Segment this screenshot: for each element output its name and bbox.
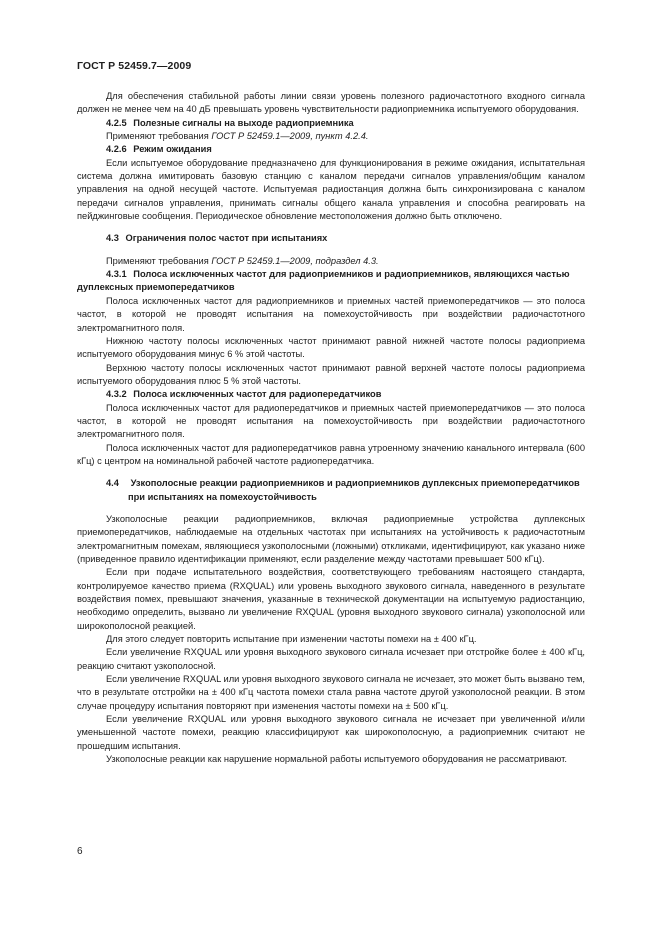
paragraph: Узкополосные реакции радиоприемников, включая радиоприемные устройства дуплексных приемопередатчиков, наблюдаемые на отдельных частотах при испытаниях на устойчивость к радиочастотным электромагнитным помехам, являющиеся узкополосными (ложными) откликами, идентифицируют, как указано ниже (приведенное правило идентификации применяют, если разделение между частотами превышает 500 кГц). (77, 513, 585, 564)
document-header: ГОСТ Р 52459.7—2009 (77, 60, 192, 72)
section-number: 4.2.6 (106, 144, 127, 155)
paragraph: Для этого следует повторить испытание при изменении частоты помехи на ± 400 кГц. (106, 634, 477, 645)
paragraph: Полоса исключенных частот для радиопередатчиков равна утроенному значению канального интервала (600 кГц) с центром на номинальной рабочей частоте радиопередатчика. (77, 442, 585, 466)
reference-paragraph (77, 255, 585, 268)
section-title: Полоса исключенных частот для радиоприемников и радиоприемников, являющихся частью дуплексных приемопередатчиков (77, 269, 570, 293)
section-gap (77, 504, 585, 513)
section-heading (77, 388, 585, 401)
reference-lead: Применяют требования (106, 255, 212, 266)
section-number: 4.3.2 (106, 389, 127, 400)
page-number: 6 (77, 846, 83, 857)
section-gap (77, 246, 585, 255)
paragraph: Для обеспечения стабильной работы линии связи уровень полезного радиочастотного входного сигнала должен не менее чем на 40 дБ превышать уровень чувствительности радиоприемника испытуемого оборудования. (77, 91, 585, 115)
paragraph: Если увеличение RXQUAL или уровня выходного звукового сигнала не исчезает, это может быть вызвано тем, что в результате отстройки на ± 400 кГц частота помехи стала равна частоте другой узкополосной реакции. В этом случае процедуру испытания повторяют при изменения частоты помехи на ± 500 кГц. (77, 674, 585, 711)
reference-lead: Применяют требования (106, 131, 212, 142)
section-heading (77, 117, 585, 130)
section-heading (77, 477, 585, 504)
standard-reference: ГОСТ Р 52459.1—2009, подраздел 4.3. (211, 255, 379, 266)
paragraph: Если увеличение RXQUAL или уровня выходного звукового сигнала исчезает при отстройке более ± 400 кГц, реакцию считают узкополосной. (77, 647, 585, 671)
section-number: 4.2.5 (106, 117, 127, 128)
section-number: 4.4 (106, 478, 119, 489)
paragraph: Верхнюю частоту полосы исключенных частот принимают равной верхней частоте полосы радиоприема испытуемого оборудования плюс 5 % этой частоты. (77, 362, 585, 386)
paragraph: Если при подаче испытательного воздействия, соответствующего требованиям настоящего стандарта, контролируемое качество приема (RXQUAL) или уровень выходного звукового сигнала, наведенного в результате воздействия помех, превышают значения, указанные в технической документации на испытуемую радиостанцию, необходимо определить, вызвано ли увеличение RXQUAL (уровня выходного звукового сигнала) узкополосной или широкополосной реакцией. (77, 567, 585, 631)
section-gap (77, 468, 585, 477)
paragraph: Узкополосные реакции как нарушение нормальной работы испытуемого оборудования не рассматривают. (106, 754, 567, 765)
section-title: Узкополосные реакции радиоприемников и радиоприемников дуплексных приемопередатчиков при испытаниях на помехоустойчивость (128, 478, 580, 502)
standard-reference: ГОСТ Р 52459.1—2009, пункт 4.2.4. (211, 131, 369, 142)
paragraph: Нижнюю частоту полосы исключенных частот принимают равной нижней частоте полосы радиоприема испытуемого оборудования минус 6 % этой частоты. (77, 335, 585, 360)
section-number: 4.3 (106, 233, 119, 244)
section-title: Режим ожидания (133, 144, 212, 155)
section-heading (77, 232, 585, 245)
section-heading (77, 268, 585, 295)
section-gap (77, 223, 585, 232)
paragraph: Если увеличение RXQUAL или уровня выходного звукового сигнала не исчезает при увеличенной и/или уменьшенной частоте помехи, реакцию классифицируют как широкополосную, а радиоприемник считают не прошедшим испытания. (77, 714, 585, 751)
section-number: 4.3.1 (106, 269, 127, 280)
paragraph: Если испытуемое оборудование предназначено для функционирования в режиме ожидания, испытательная система должна имитировать базовую станцию с каналом передачи сигналов управления/общим каналом управления на одной несущей частоте. Испытуемая радиостанция должна быть синхронизирована с каналом передачи сигналов управления, принимать сигналы общего канала управления и способна реагировать на пейджинговые сообщения. Периодическое обновление местоположения должно быть отключено. (77, 157, 585, 222)
paragraph: Полоса исключенных частот для радиоприемников и приемных частей приемопередатчиков — это полоса частот, в которой не проводят испытания на помехоустойчивость при воздействии радиочастотного электромагнитного поля. (77, 295, 585, 333)
section-heading (77, 143, 585, 156)
section-title: Полоса исключенных частот для радиопередатчиков (133, 389, 382, 400)
document-body (77, 90, 585, 767)
paragraph: Полоса исключенных частот для радиопередатчиков и приемных частей приемопередатчиков — это полоса частот, в которой не проводят испытания на помехоустойчивость при воздействии радиочастотного электромагнитного поля. (77, 402, 585, 440)
reference-paragraph (77, 130, 585, 143)
section-title: Полезные сигналы на выходе радиоприемника (133, 117, 354, 128)
section-title: Ограничения полос частот при испытаниях (125, 233, 328, 244)
